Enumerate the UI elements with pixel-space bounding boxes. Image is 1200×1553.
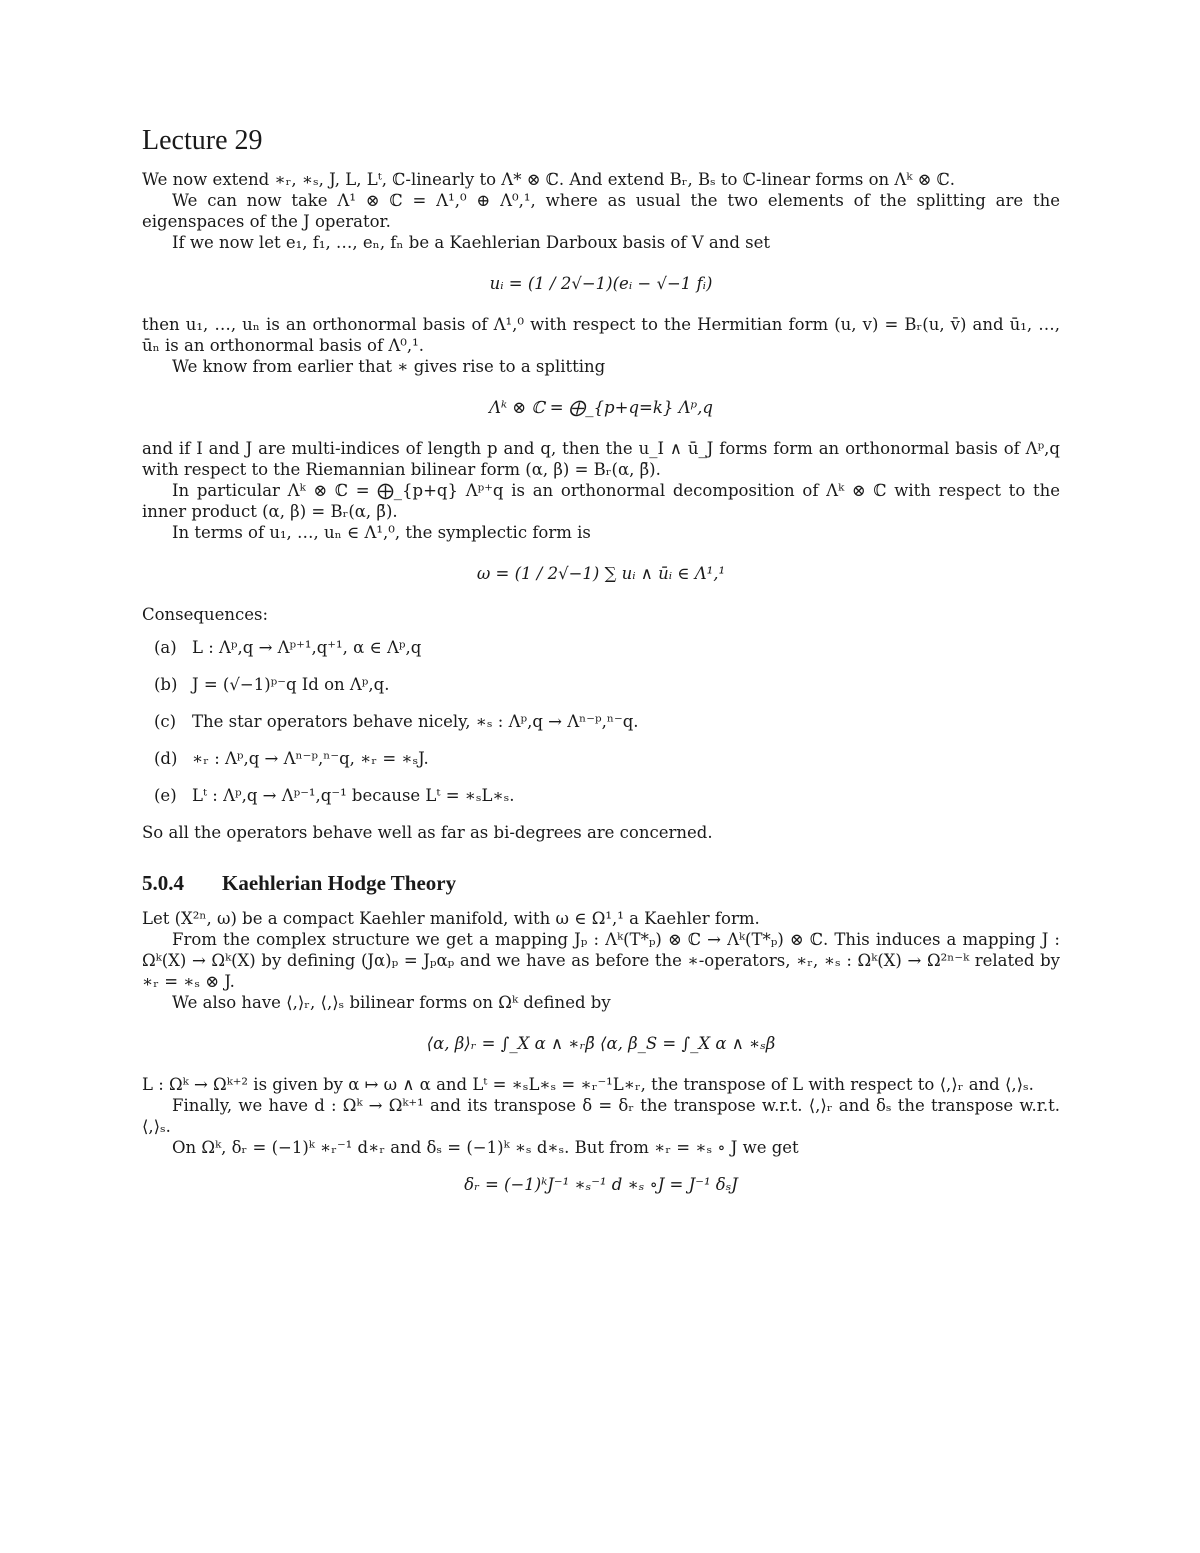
equation-delta: δᵣ = (−1)ᵏJ⁻¹ ∗ₛ⁻¹ d ∗ₛ ∘J = J⁻¹ δₛJ <box>464 1175 738 1194</box>
list-item-text: L : Λᵖ,q → Λᵖ⁺¹,q⁺¹, α ∈ Λᵖ,q <box>192 638 422 657</box>
paragraph: We know from earlier that ∗ gives rise to a splitting <box>172 357 606 376</box>
document-page <box>142 125 1060 1211</box>
paragraph: We can now take Λ¹ ⊗ ℂ = Λ¹,⁰ ⊕ Λ⁰,¹, where as usual the two elements of the splitting are the eigenspaces of the J operator. <box>142 191 1060 231</box>
paragraph: Finally, we have d : Ωᵏ → Ωᵏ⁺¹ and its transpose δ = δᵣ the transpose w.r.t. ⟨,⟩ᵣ and δₛ the transpose w.r.t. ⟨,⟩ₛ. <box>142 1096 1060 1136</box>
list-item-text: ∗ᵣ : Λᵖ,q → Λⁿ⁻ᵖ,ⁿ⁻q, ∗ᵣ = ∗ₛJ. <box>192 749 429 768</box>
section-title: Kaehlerian Hodge Theory <box>222 871 457 895</box>
list-item-text: Lᵗ : Λᵖ,q → Λᵖ⁻¹,q⁻¹ because Lᵗ = ∗ₛL∗ₛ. <box>192 786 515 805</box>
section-number: 5.0.4 <box>142 871 184 895</box>
list-item <box>154 748 1060 769</box>
list-item <box>154 711 1060 732</box>
consequences-list <box>142 637 1060 806</box>
list-item-text: J = (√−1)ᵖ⁻q Id on Λᵖ,q. <box>192 675 390 694</box>
paragraph: Let (X²ⁿ, ω) be a compact Kaehler manifold, with ω ∈ Ω¹,¹ a Kaehler form. <box>142 909 760 928</box>
paragraph: In terms of u₁, …, uₙ ∈ Λ¹,⁰, the symplectic form is <box>172 523 591 542</box>
equation-symplectic-form: ω = (1 / 2√−1) ∑ uᵢ ∧ ūᵢ ∈ Λ¹,¹ <box>476 564 726 583</box>
list-item <box>154 785 1060 806</box>
paragraph: In particular Λᵏ ⊗ ℂ = ⨁_{p+q} Λᵖ⁺q is an orthonormal decomposition of Λᵏ ⊗ ℂ with respect to the inner product (α, β) = Bᵣ(α, β̄). <box>142 481 1060 521</box>
paragraph: On Ωᵏ, δᵣ = (−1)ᵏ ∗ᵣ⁻¹ d∗ᵣ and δₛ = (−1)ᵏ ∗ₛ d∗ₛ. But from ∗ᵣ = ∗ₛ ∘ J we get <box>172 1138 799 1157</box>
list-item-label: (b) <box>154 675 178 694</box>
equation-splitting: Λᵏ ⊗ ℂ = ⨁_{p+q=k} Λᵖ,q <box>489 398 713 417</box>
paragraph: So all the operators behave well as far as bi-degrees are concerned. <box>142 823 713 842</box>
paragraph: We now extend ∗ᵣ, ∗ₛ, J, L, Lᵗ, ℂ-linearly to Λ* ⊗ ℂ. And extend Bᵣ, Bₛ to ℂ-linear forms on Λᵏ ⊗ ℂ. <box>142 170 956 189</box>
list-item <box>154 674 1060 695</box>
paragraph: L : Ωᵏ → Ωᵏ⁺² is given by α ↦ ω ∧ α and Lᵗ = ∗ₛL∗ₛ = ∗ᵣ⁻¹L∗ᵣ, the transpose of L with respect to ⟨,⟩ᵣ and ⟨,⟩ₛ. <box>142 1075 1034 1094</box>
list-item-label: (a) <box>154 638 177 657</box>
list-item-label: (d) <box>154 749 178 768</box>
equation-bilinear-forms: ⟨α, β⟩ᵣ = ∫_X α ∧ ∗ᵣβ̄ ⟨α, β_S = ∫_X α ∧ ∗ₛβ <box>426 1034 776 1053</box>
paragraph: and if I and J are multi-indices of length p and q, then the u_I ∧ ū_J forms form an orthonormal basis of Λᵖ,q with respect to the Riemannian bilinear form (α, β) = Bᵣ(α, β̄). <box>142 439 1060 479</box>
paragraph: then u₁, …, uₙ is an orthonormal basis of Λ¹,⁰ with respect to the Hermitian form (u, v) = Bᵣ(u, v̄) and ū₁, …, ūₙ is an orthonormal basis of Λ⁰,¹. <box>142 315 1060 355</box>
paragraph: From the complex structure we get a mapping Jₚ : Λᵏ(T*ₚ) ⊗ ℂ → Λᵏ(T*ₚ) ⊗ ℂ. This induces a mapping J : Ωᵏ(X) → Ωᵏ(X) by defining (Jα)ₚ = Jₚαₚ and we have as before the ∗-operators, ∗ᵣ, ∗ₛ : Ωᵏ(X) → Ω²ⁿ⁻ᵏ related by ∗ᵣ = ∗ₛ ⊗ J. <box>142 930 1060 991</box>
list-item-text: The star operators behave nicely, ∗ₛ : Λᵖ,q → Λⁿ⁻ᵖ,ⁿ⁻q. <box>192 712 639 731</box>
paragraph: If we now let e₁, f₁, …, eₙ, fₙ be a Kaehlerian Darboux basis of V and set <box>172 233 770 252</box>
section-heading <box>142 873 1060 894</box>
equation-ui: uᵢ = (1 / 2√−1)(eᵢ − √−1 fᵢ) <box>489 274 713 293</box>
lecture-title: Lecture 29 <box>142 125 263 156</box>
list-item <box>154 637 1060 658</box>
list-item-label: (e) <box>154 786 177 805</box>
consequences-label: Consequences: <box>142 605 269 624</box>
paragraph: We also have ⟨,⟩ᵣ, ⟨,⟩ₛ bilinear forms on Ωᵏ defined by <box>172 993 611 1012</box>
list-item-label: (c) <box>154 712 177 731</box>
